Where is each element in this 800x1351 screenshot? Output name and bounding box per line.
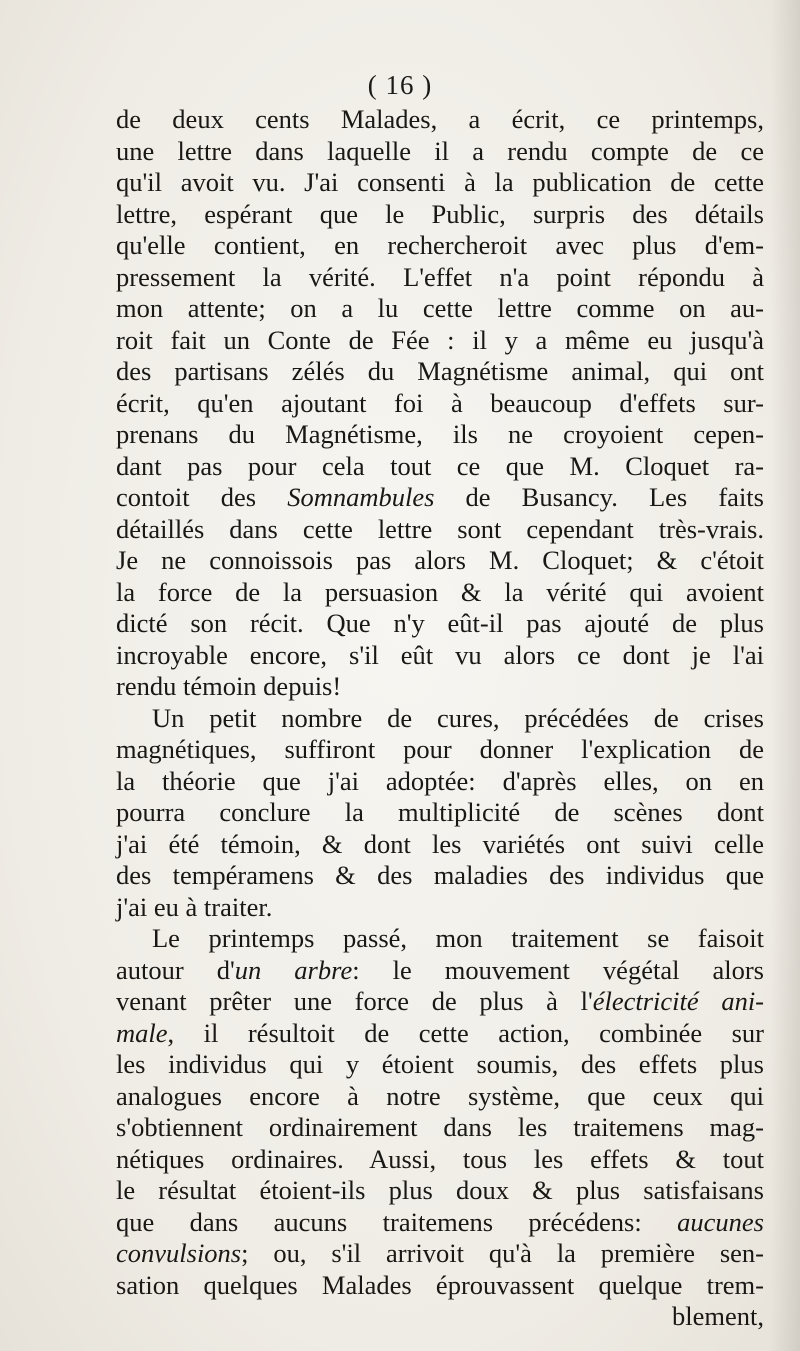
text-segment: j'ai été témoin, & dont les variétés ont suivi celle: [116, 828, 764, 859]
text-line: [116, 1081, 764, 1113]
body-text: [116, 104, 764, 1333]
text-segment: prenans du Magnétisme, ils ne croyoient cepen-: [116, 419, 764, 449]
text-line: [116, 829, 764, 861]
text-segment: la théorie que j'ai adoptée: d'après elles, on en: [116, 765, 764, 796]
page-gutter-shadow: [770, 0, 800, 1351]
text-line: [116, 230, 764, 262]
text-segment: s'obtiennent ordinairement dans les traitemens mag-: [116, 1112, 764, 1142]
text-segment: ; ou, s'il arrivoit qu'à la première sen-: [241, 1238, 764, 1268]
text-line: [116, 1018, 764, 1050]
text-segment: dicté son récit. Que n'y eût-il pas ajouté de plus: [116, 608, 764, 638]
text-line: [116, 1144, 764, 1176]
text-line: [116, 514, 764, 546]
text-line: [116, 482, 764, 514]
text-line: [116, 1301, 764, 1333]
text-segment: pressement la vérité. L'effet n'a point répondu à: [116, 261, 764, 292]
text-line: [116, 451, 764, 483]
text-line: [116, 797, 764, 829]
text-segment: contoit des: [116, 482, 288, 512]
text-segment: magnétiques, suffiront pour donner l'explication de: [116, 734, 764, 764]
text-line: [116, 199, 764, 231]
text-segment: blement,: [672, 1301, 764, 1331]
italic-text: Somnambules: [287, 482, 435, 512]
text-segment: roit fait un Conte de Fée : il y a même eu jusqu'à: [116, 324, 764, 355]
text-segment: rendu témoin depuis!: [116, 671, 342, 701]
text-segment: Le printemps passé, mon traitement se faisoit: [152, 923, 764, 953]
text-segment: lettre, espérant que le Public, surpris des détails: [116, 198, 764, 229]
text-segment: les individus qui y étoient soumis, des effets plus: [116, 1049, 764, 1079]
italic-text: male: [116, 1017, 168, 1048]
text-segment: autour d': [116, 954, 235, 985]
text-line: [116, 608, 764, 640]
text-segment: une lettre dans laquelle il a rendu compte de ce: [116, 135, 764, 166]
italic-text: électricité ani-: [592, 986, 765, 1016]
text-segment: sation quelques Malades éprouvassent quelque trem-: [116, 1269, 764, 1300]
text-segment: venant prêter une force de plus à l': [116, 986, 593, 1016]
text-segment: qu'il avoit vu. J'ai consenti à la publication de cette: [116, 167, 764, 197]
text-line: [116, 1049, 764, 1081]
text-line: [116, 1238, 764, 1270]
text-segment: le résultat étoient-ils plus doux & plus satisfaisans: [116, 1175, 764, 1205]
text-line: [116, 356, 764, 388]
text-segment: des tempéramens & des maladies des individus que: [116, 860, 764, 890]
text-segment: : le mouvement végétal alors: [352, 954, 764, 985]
text-segment: de deux cents Malades, a écrit, ce printemps,: [116, 104, 764, 134]
text-segment: dant pas pour cela tout ce que M. Cloquet ra-: [116, 450, 764, 481]
text-segment: de Busancy. Les faits: [434, 482, 764, 512]
text-line: [116, 293, 764, 325]
text-line: [116, 986, 764, 1018]
text-line: [116, 325, 764, 357]
text-line: [116, 860, 764, 892]
text-segment: mon attente; on a lu cette lettre comme on au-: [116, 293, 764, 323]
text-line: [116, 923, 764, 955]
text-line: [116, 640, 764, 672]
text-segment: écrit, qu'en ajoutant foi à beaucoup d'effets sur-: [116, 387, 764, 418]
text-line: [116, 766, 764, 798]
text-segment: qu'elle contient, en rechercheroit avec plus d'em-: [116, 230, 764, 260]
text-segment: des partisans zélés du Magnétisme animal, qui ont: [116, 356, 764, 386]
text-segment: Un petit nombre de cures, précédées de crises: [152, 702, 764, 733]
text-line: [116, 892, 764, 924]
text-segment: que dans aucuns traitemens précédens:: [116, 1206, 678, 1237]
text-segment: pourra conclure la multiplicité de scènes dont: [116, 797, 764, 827]
text-segment: incroyable encore, s'il eût vu alors ce dont je l'ai: [116, 639, 764, 670]
text-line: [116, 734, 764, 766]
text-segment: détaillés dans cette lettre sont cependant très-vrais.: [116, 513, 764, 544]
text-line: [116, 1270, 764, 1302]
text-line: [116, 104, 764, 136]
text-line: [116, 136, 764, 168]
italic-text: convulsions: [116, 1238, 242, 1268]
text-line: [116, 955, 764, 987]
text-segment: , il résultoit de cette action, combinée sur: [167, 1017, 764, 1048]
text-line: [116, 545, 764, 577]
page-number: ( 16 ): [367, 70, 433, 100]
text-segment: nétiques ordinaires. Aussi, tous les effets & tout: [116, 1143, 764, 1174]
text-line: [116, 388, 764, 420]
text-line: [116, 1207, 764, 1239]
text-segment: analogues encore à notre système, que ceux qui: [116, 1080, 764, 1111]
text-line: [116, 703, 764, 735]
text-segment: la force de la persuasion & la vérité qui avoient: [116, 576, 764, 607]
text-segment: Je ne connoissois pas alors M. Cloquet; & c'étoit: [116, 545, 764, 575]
text-line: [116, 167, 764, 199]
text-line: [116, 1112, 764, 1144]
text-line: [116, 671, 764, 703]
italic-text: un arbre: [234, 954, 353, 985]
italic-text: aucunes: [677, 1206, 764, 1237]
text-line: [116, 262, 764, 294]
text-line: [116, 577, 764, 609]
text-line: [116, 419, 764, 451]
text-line: [116, 1175, 764, 1207]
text-segment: j'ai eu à traiter.: [116, 891, 273, 922]
